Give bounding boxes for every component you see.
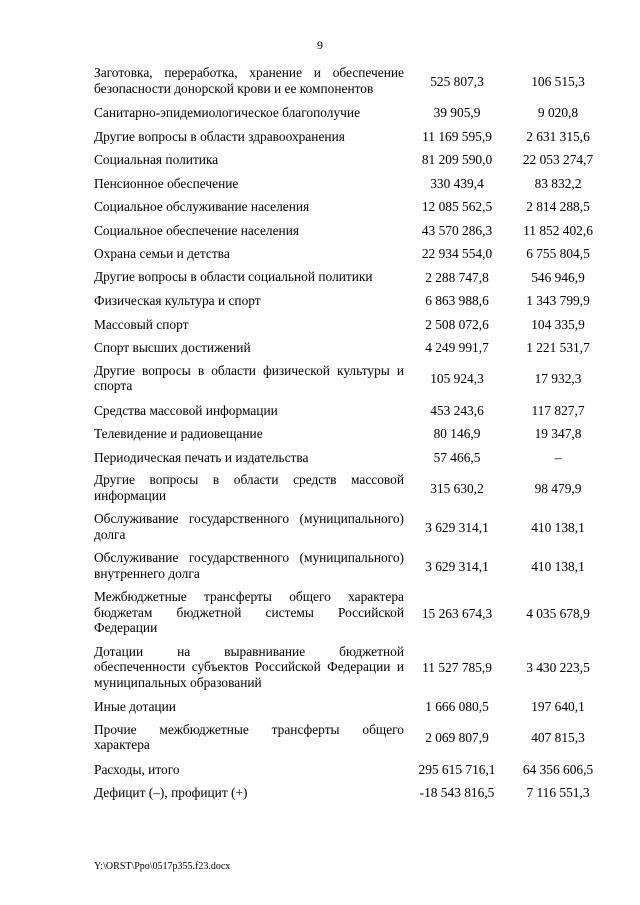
row-value-2: 64 356 606,5 [522, 761, 594, 777]
row-value-1: 4 249 991,7 [425, 340, 489, 355]
row-label: Прочие межбюджетные трансферты общего характера [94, 721, 404, 752]
table-row [94, 125, 606, 149]
row-value-2: 11 852 402,6 [523, 222, 593, 238]
table-row [94, 148, 606, 172]
row-value-1: 525 807,3 [430, 73, 484, 89]
row-value-1: 1 666 080,5 [425, 699, 489, 714]
row-value-1: 105 924,3 [430, 371, 484, 387]
row-value-2: 3 430 223,5 [526, 660, 590, 675]
row-value-1: 57 466,5 [433, 449, 481, 465]
row-label: Иные дотации [94, 699, 176, 714]
table-row [94, 266, 606, 290]
row-label: Дефицит (–), профицит (+) [94, 785, 248, 800]
table-row [94, 360, 606, 399]
row-label: Пенсионное обеспечение [94, 175, 239, 191]
row-label: Санитарно-эпидемиологическое благополучие [94, 105, 361, 120]
row-value-1: 80 146,9 [433, 426, 481, 441]
row-value-2: 17 932,3 [534, 371, 582, 387]
row-value-1: 453 243,6 [430, 402, 484, 418]
row-value-1: 2 508 072,6 [425, 316, 489, 332]
row-value-2: 1 343 799,9 [526, 293, 590, 308]
table-row [94, 336, 606, 360]
row-value-2: 106 515,3 [531, 73, 585, 89]
row-value-1: 3 629 314,1 [425, 519, 489, 535]
page-number: 9 [317, 38, 323, 52]
row-label: Спорт высших достижений [94, 340, 251, 355]
table-row [94, 781, 606, 805]
row-label: Другие вопросы в области здравоохранения [94, 128, 345, 144]
table-row [94, 242, 606, 266]
row-value-1: 39 905,9 [433, 105, 481, 120]
row-value-2: 2 814 288,5 [526, 199, 590, 214]
row-value-2: 6 755 804,5 [526, 246, 590, 261]
table-row [94, 195, 606, 219]
row-label: Охрана семьи и детства [94, 246, 230, 261]
table-row [94, 641, 606, 696]
table-row [94, 758, 606, 782]
row-value-1: 315 630,2 [430, 480, 484, 496]
row-value-2: 410 138,1 [531, 519, 585, 535]
row-label: Социальная политика [94, 152, 219, 167]
row-label: Заготовка, переработка, хранение и обеспечение безопасности донорской крови и ее компонентов [94, 65, 404, 96]
table-row [94, 62, 606, 101]
table-row [94, 446, 606, 470]
row-label: Другие вопросы в области социальной политики [94, 268, 373, 284]
row-value-1: 330 439,4 [430, 175, 484, 191]
table-row [94, 719, 606, 758]
row-value-2: 407 815,3 [531, 730, 585, 746]
row-value-1: 2 069 807,9 [425, 730, 489, 746]
row-value-1: 2 288 747,8 [425, 269, 489, 285]
row-value-1: -18 543 816,5 [419, 785, 495, 800]
row-label: Другие вопросы в области средств массовой информации [94, 472, 404, 503]
row-value-2: 104 335,9 [531, 316, 585, 332]
row-value-2: 98 479,9 [534, 480, 582, 496]
row-value-1: 6 863 988,6 [425, 293, 489, 308]
table-row [94, 508, 606, 547]
row-value-1: 81 209 590,0 [421, 152, 493, 167]
row-value-1: 22 934 554,0 [421, 246, 493, 261]
row-label: Средства массовой информации [94, 402, 278, 418]
table-row [94, 399, 606, 423]
row-value-2: 117 827,7 [531, 402, 585, 418]
row-value-2: 4 035 678,9 [526, 605, 590, 621]
row-value-1: 11 169 595,9 [422, 128, 492, 144]
row-value-2: 410 138,1 [531, 558, 585, 574]
row-label: Социальное обслуживание населения [94, 199, 310, 214]
row-label: Межбюджетные трансферты общего характера бюджетам бюджетной системы Российской Федерации [94, 589, 404, 635]
row-value-2: 9 020,8 [537, 105, 579, 120]
row-label: Социальное обеспечение населения [94, 222, 300, 238]
row-label: Другие вопросы в области физической культуры и спорта [94, 362, 404, 393]
row-value-2: 1 221 531,7 [526, 340, 590, 355]
row-value-2: 83 832,2 [534, 175, 582, 191]
row-value-1: 11 527 785,9 [422, 660, 492, 675]
table-row [94, 586, 606, 641]
row-label: Телевидение и радиовещание [94, 426, 263, 441]
document-path-footer: Y:\ORST\Ppo\0517p355.f23.docx [94, 861, 231, 872]
row-label: Дотации на выравнивание бюджетной обеспеченности субъектов Российской Федерации и муниципальных образований [94, 643, 404, 690]
table-row [94, 289, 606, 313]
row-label: Обслуживание государственного (муниципального) внутреннего долга [94, 550, 404, 581]
table-row [94, 219, 606, 243]
budget-table [94, 62, 606, 805]
table-row [94, 469, 606, 508]
row-value-2: 19 347,8 [534, 426, 582, 441]
row-value-2: 2 631 315,6 [526, 128, 590, 144]
table-row [94, 172, 606, 196]
row-value-2: 546 946,9 [531, 269, 585, 285]
row-label: Массовый спорт [94, 316, 189, 332]
row-value-1: 15 263 674,3 [421, 605, 493, 621]
table-row [94, 547, 606, 586]
table-row [94, 313, 606, 337]
row-value-1: 43 570 286,3 [421, 222, 493, 238]
row-label: Расходы, итого [94, 761, 180, 777]
row-label: Периодическая печать и издательства [94, 449, 309, 465]
row-label: Обслуживание государственного (муниципального) долга [94, 511, 404, 542]
row-value-2: 22 053 274,7 [522, 152, 594, 167]
table-row [94, 422, 606, 446]
row-value-2: 7 116 551,3 [526, 785, 590, 800]
row-value-2: – [554, 449, 562, 465]
table-row [94, 101, 606, 125]
table-row [94, 695, 606, 719]
row-value-1: 3 629 314,1 [425, 558, 489, 574]
row-value-1: 12 085 562,5 [421, 199, 493, 214]
row-value-2: 197 640,1 [531, 699, 585, 714]
row-label: Физическая культура и спорт [94, 293, 261, 308]
row-value-1: 295 615 716,1 [418, 761, 496, 777]
